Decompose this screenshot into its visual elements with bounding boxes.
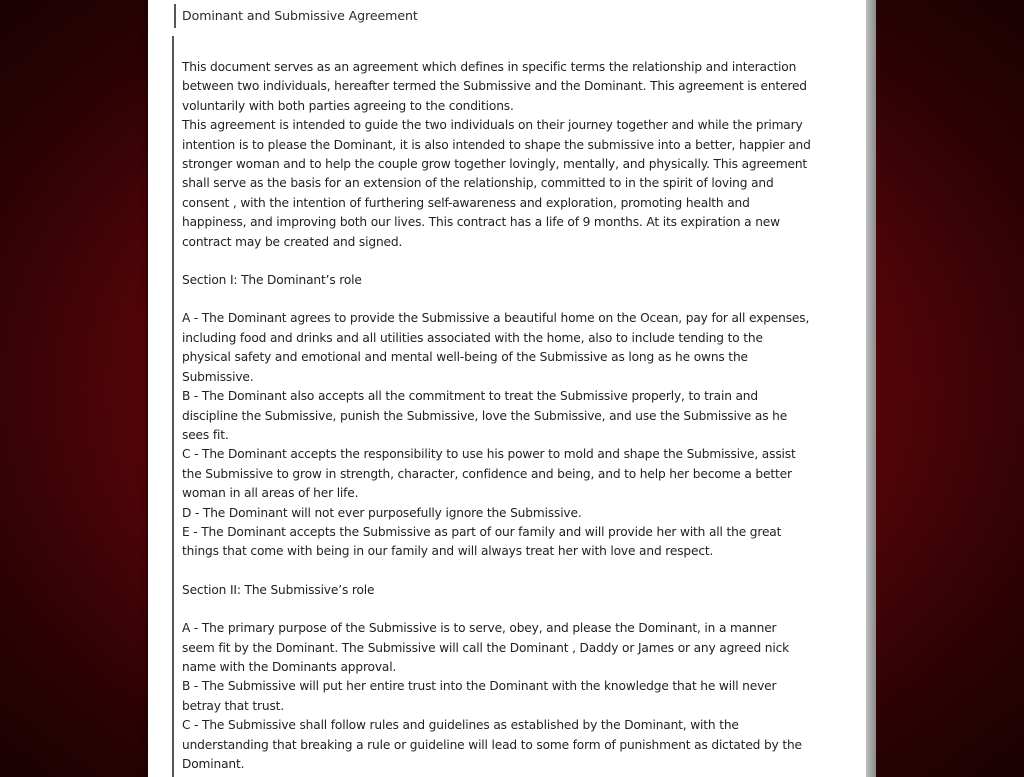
body-margin-line: [172, 36, 174, 777]
section-item: B - The Submissive will put her entire trust into the Dominant with the knowledge that he will never betray that trust.: [182, 679, 777, 713]
section-item: C - The Submissive shall follow rules and guidelines as established by the Dominant, with the understanding that breaking a rule or guideline will lead to some form of punishment as dictated by the Dominant.: [182, 718, 802, 771]
header-margin-line: [174, 4, 176, 28]
section-item: C - The Dominant accepts the responsibility to use his power to mold and shape the Submissive, assist the Submissive to grow in strength, character, confidence and being, and to help her become a better woman in all areas of her life.: [182, 447, 796, 501]
intro-paragraph: This agreement is intended to guide the two individuals on their journey together and while the primary intention is to please the Dominant, it is also intended to shape the submissive into a better, happier and stronger woman and to help the couple grow together lovingly, mentally, and physically. This agreement shall serve as the basis for an extension of the relationship, committed to in the spirit of loving and consent , with the intention of furthering self-awareness and exploration, promoting health and happiness, and improving both our lives. This contract has a life of 9 months. At its expiration a new contract may be created and signed.: [182, 118, 811, 249]
section-item: A - The Dominant agrees to provide the Submissive a beautiful home on the Ocean, pay for all expenses, including food and drinks and all utilities associated with the home, also to include tending to the physical safety and emotional and mental well-being of the Submissive as long as he owns the Submissive.: [182, 311, 810, 384]
section-item: A - The primary purpose of the Submissive is to serve, obey, and please the Dominant, in a manner seem fit by the Dominant. The Submissive will call the Dominant , Daddy or James or any agreed nick name with the Dominants approval.: [182, 621, 790, 674]
section-heading: Section I: The Dominant’s role: [182, 273, 362, 288]
intro-paragraph: This document serves as an agreement which defines in specific terms the relationship and interaction between two individuals, hereafter termed the Submissive and the Dominant. This agreement is entered voluntarily with both parties agreeing to the conditions.: [182, 60, 807, 113]
section-item: D - The Dominant will not ever purposefully ignore the Submissive.: [182, 505, 582, 520]
section-item: E - The Dominant accepts the Submissive as part of our family and will provide her with all the great things that come with being in our family and will always treat her with love and respect.: [182, 524, 782, 559]
section-heading: Section II: The Submissive’s role: [182, 582, 375, 597]
section-item: B - The Dominant also accepts all the commitment to treat the Submissive properly, to train and discipline the Submissive, punish the Submissive, love the Submissive, and use the Submissive as he sees fit.: [182, 389, 788, 442]
document-title: Dominant and Submissive Agreement: [182, 8, 418, 23]
document-body: [182, 58, 812, 774]
page-edge: [866, 0, 876, 777]
